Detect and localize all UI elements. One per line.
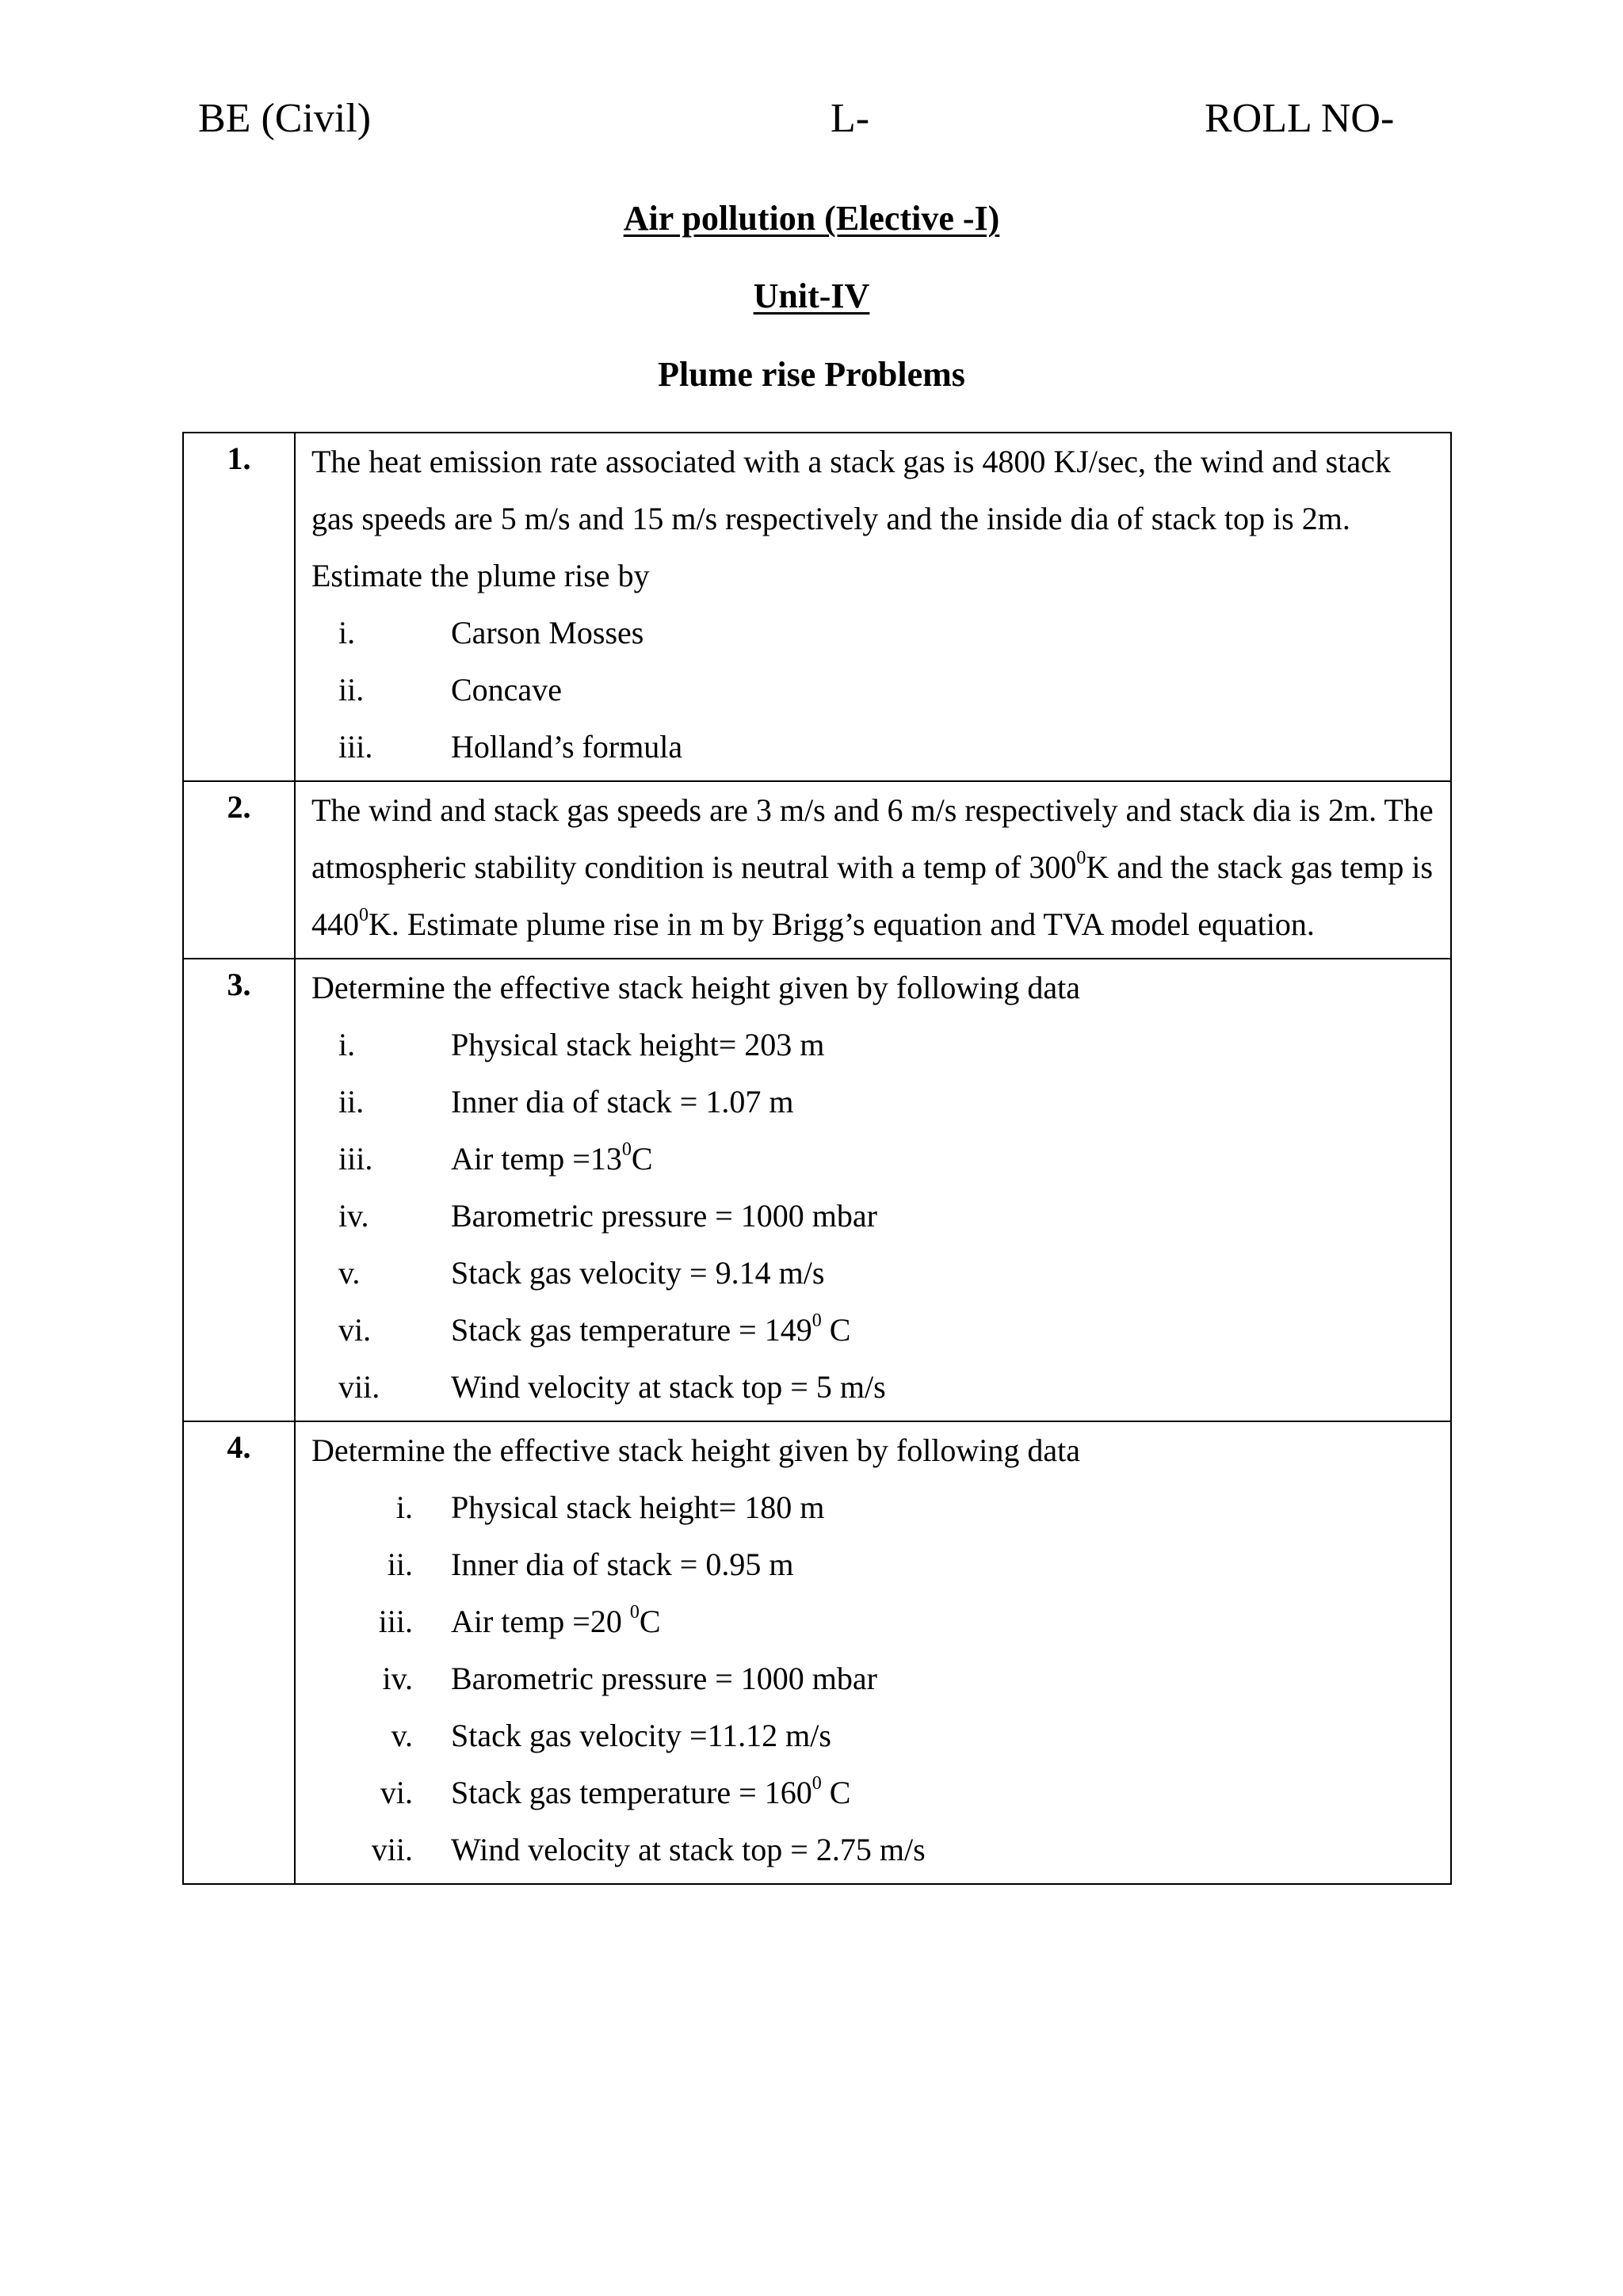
sub-item [311,1536,1434,1593]
text-part: C [631,1141,653,1177]
roman-numeral: i. [395,1489,413,1525]
superscript: 0 [359,904,369,925]
text-part: Air temp =20 [451,1604,630,1639]
question-text: Determine the effective stack height given by following data [311,970,1081,1005]
sub-item-text: Stack gas velocity =11.12 m/s [451,1718,831,1753]
sub-item-text: Barometric pressure = 1000 mbar [451,1198,877,1234]
roman-numeral: i. [338,615,356,650]
question-body [295,959,1451,1421]
questions-table [182,432,1452,1885]
subject-title: Air pollution (Elective -I) [623,199,1000,238]
sub-item-text [451,1764,1434,1821]
superscript: 0 [1076,847,1086,868]
sub-item [311,1821,1434,1878]
text-part: C [821,1312,851,1348]
roman-numeral: i. [338,1027,356,1062]
lecture-label: L- [831,96,870,141]
sub-item-text: Holland’s formula [451,729,683,765]
sub-item-text: Concave [451,672,562,707]
text-part: K and the stack gas temp is 440 [311,849,1434,942]
roman-numeral: iii. [338,1141,373,1177]
roman-numeral: v. [338,1255,361,1291]
sub-item [311,1302,1434,1359]
sub-item-text: Barometric pressure = 1000 mbar [451,1661,877,1696]
sub-item [311,1188,1434,1245]
roman-numeral: ii. [338,672,365,707]
sub-item [311,1016,1434,1074]
question-text: The heat emission rate associated with a stack gas is 4800 KJ/sec, the wind and stack gas speeds are 5 m/s and 15 m/s respectively and the inside dia of stack top is 2m. Estimate the plume rise by [311,444,1391,593]
sub-item [311,1764,1434,1821]
sub-item [311,1131,1434,1188]
superscript: 0 [812,1772,822,1794]
question-row [183,433,1451,781]
roman-numeral: v. [391,1718,413,1753]
roman-numeral: iii. [338,729,373,765]
roman-numeral: iii. [378,1604,413,1639]
sub-item [311,1479,1434,1536]
question-text [311,782,1434,953]
question-body [295,1421,1451,1884]
sub-item-text: Carson Mosses [451,615,644,650]
text-part: K. Estimate plume rise in m by Brigg’s equation and TVA model equation. [369,906,1315,942]
text-part: The wind and stack gas speeds are 3 m/s and 6 m/s respectively and stack dia is 2m. The atmospheric stability condition is neutral with a temp of 300 [311,792,1434,885]
roman-numeral: iv. [382,1661,413,1696]
course-label: BE (Civil) [198,96,372,141]
superscript: 0 [629,1601,640,1623]
question-number: 1. [183,433,295,781]
sub-item-text: Inner dia of stack = 1.07 m [451,1084,794,1119]
question-body [295,781,1451,959]
question-row [183,781,1451,959]
question-row [183,959,1451,1421]
sub-item-text [451,1593,1434,1650]
text-part: Air temp =13 [451,1141,622,1177]
superscript: 0 [621,1138,632,1160]
sub-item [311,1245,1434,1302]
text-part: C [639,1604,661,1639]
sub-item [311,1359,1434,1416]
roman-numeral: ii. [387,1547,413,1582]
question-body [295,433,1451,781]
sub-item-text: Wind velocity at stack top = 5 m/s [451,1369,886,1405]
question-number: 4. [183,1421,295,1884]
sub-item-text: Stack gas velocity = 9.14 m/s [451,1255,825,1291]
sub-item-text: Wind velocity at stack top = 2.75 m/s [451,1832,926,1867]
sub-item-text: Physical stack height= 180 m [451,1489,825,1525]
roman-numeral: vi. [338,1312,372,1348]
roll-no-label: ROLL NO- [1205,96,1395,141]
roman-numeral: iv. [338,1198,369,1234]
sub-item-text: Physical stack height= 203 m [451,1027,825,1062]
sub-item [311,1593,1434,1650]
sub-item [311,719,1434,776]
roman-numeral: vii. [371,1832,413,1867]
sub-item-list [311,605,1434,776]
roman-numeral: ii. [338,1084,365,1119]
sub-item-list [311,1016,1434,1416]
unit-title: Unit-IV [753,277,870,315]
text-part: Stack gas temperature = 149 [451,1312,812,1348]
sub-item [311,662,1434,719]
sub-item-list [311,1479,1434,1878]
sub-item [311,1650,1434,1707]
question-text: Determine the effective stack height given by following data [311,1432,1081,1468]
topic-title: Plume rise Problems [658,355,965,394]
sub-item [311,1074,1434,1131]
roman-numeral: vi. [380,1775,413,1810]
question-row [183,1421,1451,1884]
header-row [0,95,1623,151]
sub-item [311,1707,1434,1764]
superscript: 0 [812,1310,822,1331]
sub-item [311,605,1434,662]
sub-item-text [451,1131,1434,1188]
roman-numeral: vii. [338,1369,380,1405]
sub-item-text: Inner dia of stack = 0.95 m [451,1547,794,1582]
question-number: 3. [183,959,295,1421]
sub-item-text [451,1302,1434,1359]
text-part: Stack gas temperature = 160 [451,1775,812,1810]
question-number: 2. [183,781,295,959]
text-part: C [821,1775,851,1810]
